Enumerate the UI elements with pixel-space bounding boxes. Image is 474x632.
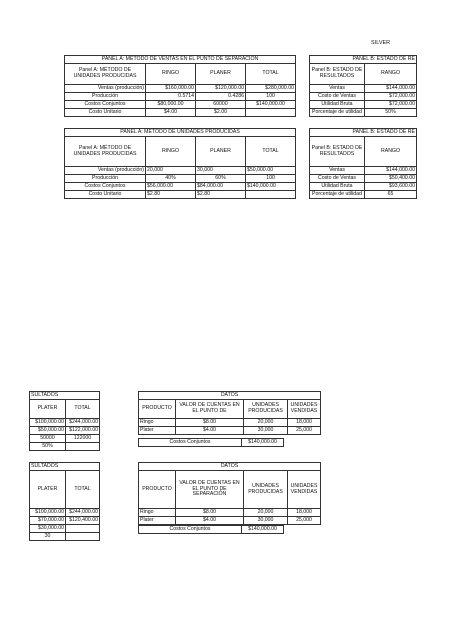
col-header: PRODUCTO — [139, 400, 176, 419]
cell: $160,000.00 — [146, 85, 196, 93]
row-label: Costos Conjuntos — [139, 526, 242, 534]
col-header: TOTAL — [246, 137, 296, 167]
resultados-partial-table-2 — [29, 462, 100, 541]
cell: 60000 — [196, 101, 246, 109]
table-row — [65, 109, 296, 117]
table-row — [65, 183, 296, 191]
cell: $144,000.00 — [365, 85, 417, 93]
cell: $72,000.00 — [365, 101, 417, 109]
row-label: Ventas — [310, 85, 365, 93]
cell — [246, 109, 296, 117]
col-header: UNIDADES PRODUCIDAS — [244, 471, 288, 509]
cell: $50,000.00 — [246, 167, 296, 175]
col-header: PRODUCTO — [139, 471, 176, 509]
cell: $4.00 — [146, 109, 196, 117]
cell: $120,000.00 — [196, 85, 246, 93]
table-title: DATOS — [139, 392, 321, 400]
col-header: Panel B: ESTADO DE RESULTADOS — [310, 137, 365, 167]
row-label: Ventas (producción) — [65, 167, 146, 175]
col-header: PLANER — [196, 64, 246, 85]
table-row — [30, 509, 100, 517]
cell: $4.00 — [176, 427, 244, 435]
table-title: DATOS — [139, 463, 321, 471]
cell: 65 — [365, 191, 417, 199]
table-row — [65, 93, 296, 101]
table-title: PANEL A: MÉTODO DE VENTAS EN EL PUNTO DE SEPARACIÓN — [65, 56, 296, 64]
table-row — [30, 435, 100, 443]
cell: 100 — [246, 175, 296, 183]
cell: 50% — [30, 443, 66, 451]
table-title: PANEL B: ESTADO DE RE — [310, 56, 417, 64]
cell: $140,000.00 — [242, 526, 284, 534]
cell: $244,000.00 — [66, 419, 100, 427]
cell: 30,000 — [244, 427, 288, 435]
table-row — [30, 525, 100, 533]
table-title: SULTADOS — [30, 392, 100, 400]
col-header: PLANER — [196, 137, 246, 167]
cell: $144,000.00 — [365, 167, 417, 175]
cell: 30,000 — [244, 517, 288, 525]
table-row — [310, 109, 417, 117]
table-row — [65, 85, 296, 93]
cell: 30,000 — [196, 167, 246, 175]
table-row — [65, 175, 296, 183]
row-label: Porcentaje de utilidad — [310, 191, 365, 199]
cell: $4.00 — [176, 517, 244, 525]
col-header: VALOR DE CUENTAS EN EL PUNTO DE SEPARACIÓN — [176, 471, 244, 509]
cell: 40% — [146, 175, 196, 183]
col-header: Panel A: MÉTODO DE UNIDADES PRODUCIDAS — [65, 64, 146, 85]
cell: Plater — [139, 517, 176, 525]
row-label: Costo de Ventas — [310, 175, 365, 183]
sheet-label: SILVER — [371, 40, 391, 46]
cell: 0.5714 — [146, 93, 196, 101]
cell — [66, 533, 100, 541]
col-header: TOTAL — [246, 64, 296, 85]
col-header: UNIDADES PRODUCIDAS — [244, 400, 288, 419]
col-header: VALOR DE CUENTAS EN EL PUNTO DE — [176, 400, 244, 419]
table-row — [30, 419, 100, 427]
cell: $140,000.00 — [242, 439, 284, 447]
row-label: Producción — [65, 175, 146, 183]
row-label: Ventas (producción) — [65, 85, 146, 93]
cell: 122000 — [66, 435, 100, 443]
cell: Plater — [139, 427, 176, 435]
table-row — [30, 517, 100, 525]
row-label: Ventas — [310, 167, 365, 175]
col-header: UNIDADES VENDIDAS — [288, 400, 321, 419]
row-label: Costo Unitario — [65, 191, 146, 199]
cell — [246, 191, 296, 199]
col-header: PLATER — [30, 400, 66, 419]
panel-b-resultados-table-2 — [309, 128, 417, 199]
table-row — [139, 419, 321, 427]
cell: $93,600.00 — [365, 183, 417, 191]
table-row — [139, 427, 321, 435]
table-row — [310, 167, 417, 175]
row-label: Costo Unitario — [65, 109, 146, 117]
col-header: RANGO — [365, 64, 417, 85]
cell: $280,000.00 — [246, 85, 296, 93]
panel-a-ventas-table — [64, 55, 296, 117]
table-title: PANEL B: ESTADO DE RE — [310, 129, 417, 137]
table-title: PANEL A: MÉTODO DE UNIDADES PRODUCIDAS — [65, 129, 296, 137]
row-label: Porcentaje de utilidad — [310, 109, 365, 117]
table-row — [310, 183, 417, 191]
cell: $2.00 — [196, 109, 246, 117]
cell: 50% — [365, 109, 417, 117]
table-row — [310, 85, 417, 93]
cell: $100,000.00 — [30, 509, 66, 517]
cell: $140,000.00 — [246, 101, 296, 109]
cell: 25,000 — [288, 517, 321, 525]
row-label: Costos Conjuntos — [65, 101, 146, 109]
cell: $56,000.00 — [146, 183, 196, 191]
cell: $50,400.00 — [365, 175, 417, 183]
costos-conjuntos-row-2 — [138, 525, 284, 534]
table-row — [139, 517, 321, 525]
cell: $2.80 — [196, 191, 246, 199]
cell: $120,400.00 — [66, 517, 100, 525]
cell: $122,000.00 — [66, 427, 100, 435]
cell: $84,000.00 — [196, 183, 246, 191]
cell: $30,000.00 — [30, 525, 66, 533]
table-row — [65, 191, 296, 199]
table-row — [30, 443, 100, 451]
cell: $8.00 — [176, 509, 244, 517]
cell: 20,000 — [244, 419, 288, 427]
col-header: Panel B: ESTADO DE RESULTADOS — [310, 64, 365, 85]
cell: $140,000.00 — [246, 183, 296, 191]
cell: 20,000 — [244, 509, 288, 517]
table-row — [139, 509, 321, 517]
table-row — [310, 101, 417, 109]
cell: 100 — [246, 93, 296, 101]
table-row — [65, 101, 296, 109]
cell: $80,000.00 — [146, 101, 196, 109]
resultados-partial-table — [29, 391, 100, 451]
table-row — [310, 93, 417, 101]
col-header: PLATER — [30, 471, 66, 509]
datos-table-2 — [138, 462, 321, 525]
cell: 20,000 — [146, 167, 196, 175]
cell: 18,000 — [288, 419, 321, 427]
row-label: Costo de Ventas — [310, 93, 365, 101]
col-header: RINGO — [146, 137, 196, 167]
table-row — [310, 175, 417, 183]
col-header: UNIDADES VENDIDAS — [288, 471, 321, 509]
cell: $244,000.00 — [66, 509, 100, 517]
table-row — [30, 427, 100, 435]
cell — [66, 443, 100, 451]
row-label: Costos Conjuntos — [65, 183, 146, 191]
panel-a-unidades-table — [64, 128, 296, 199]
panel-b-resultados-table — [309, 55, 417, 117]
col-header: RANGO — [365, 137, 417, 167]
row-label: Costos Conjuntos — [139, 439, 242, 447]
col-header: Panel A: MÉTODO DE UNIDADES PRODUCIDAS — [65, 137, 146, 167]
cell: 50000 — [30, 435, 66, 443]
cell: 18,000 — [288, 509, 321, 517]
datos-table — [138, 391, 321, 435]
cell: Ringo — [139, 419, 176, 427]
cell: 60% — [196, 175, 246, 183]
cell: $8.00 — [176, 419, 244, 427]
row-label: Utilidad Bruta — [310, 183, 365, 191]
col-header: RINGO — [146, 64, 196, 85]
cell: 25,000 — [288, 427, 321, 435]
costos-conjuntos-row — [138, 438, 284, 447]
cell: $2.80 — [146, 191, 196, 199]
col-header: TOTAL — [66, 471, 100, 509]
cell: 30 — [30, 533, 66, 541]
table-row — [310, 191, 417, 199]
table-row — [30, 533, 100, 541]
cell: $72,000.00 — [365, 93, 417, 101]
row-label: Utilidad Bruta — [310, 101, 365, 109]
table-row — [65, 167, 296, 175]
cell: $70,000.00 — [30, 517, 66, 525]
col-header: TOTAL — [66, 400, 100, 419]
cell: $100,000.00 — [30, 419, 66, 427]
cell: $50,000.00 — [30, 427, 66, 435]
cell: 0.4286 — [196, 93, 246, 101]
cell — [66, 525, 100, 533]
cell: Ringo — [139, 509, 176, 517]
row-label: Producción — [65, 93, 146, 101]
table-title: SULTADOS — [30, 463, 100, 471]
